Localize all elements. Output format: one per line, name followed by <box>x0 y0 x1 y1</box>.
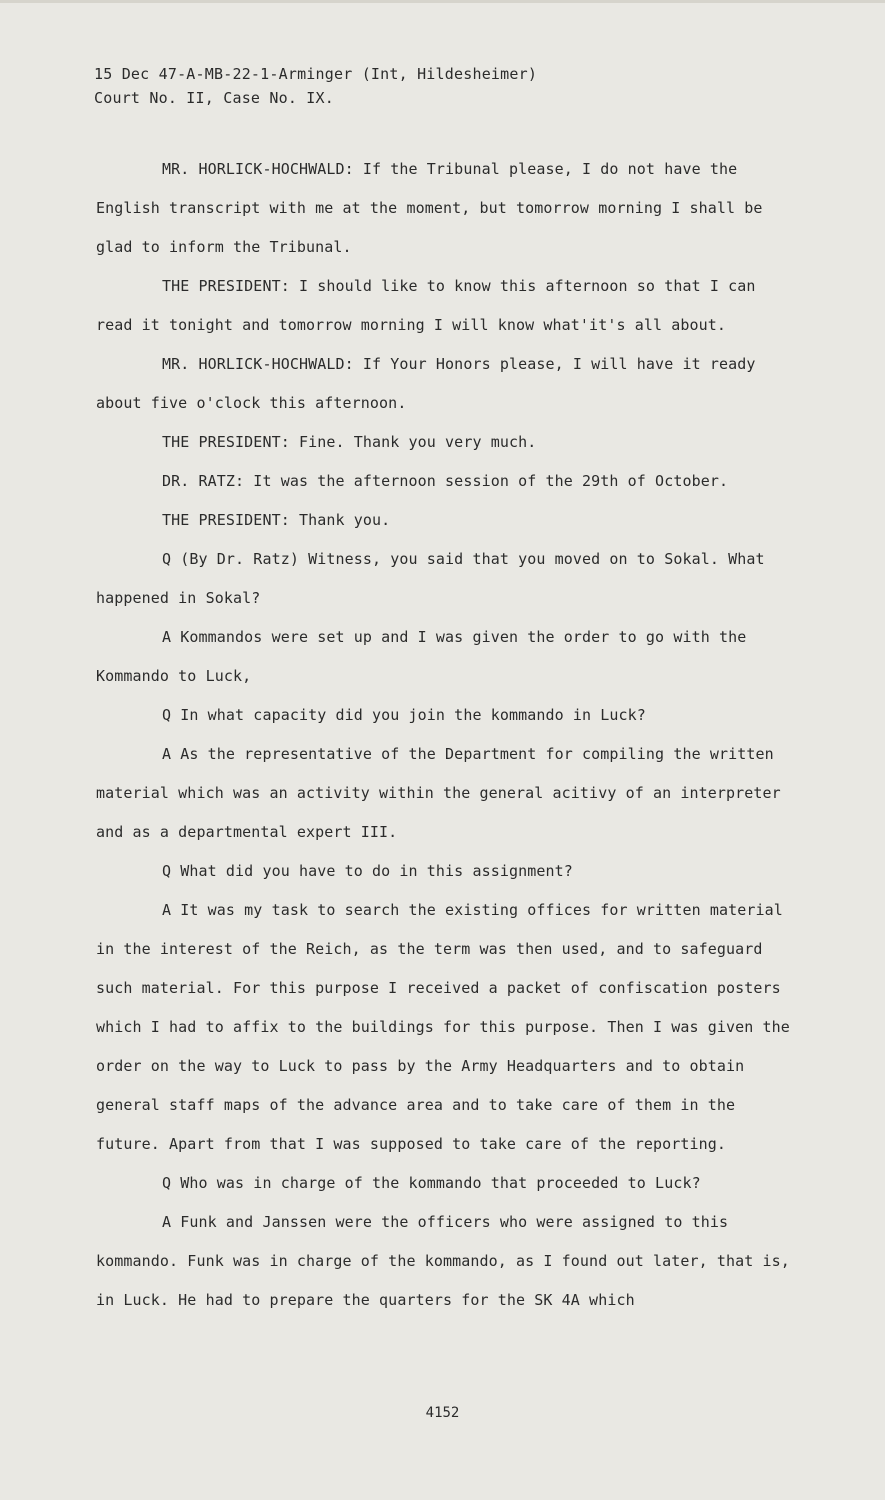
page-edge <box>0 0 885 3</box>
document-header <box>94 62 537 110</box>
page-number: 4152 <box>425 1405 460 1421</box>
paragraph: THE PRESIDENT: Thank you. <box>162 511 391 529</box>
paragraph: THE PRESIDENT: I should like to know this afternoon so that I can read it tonight and tomorrow morning I will know what'it's all about. <box>96 277 756 334</box>
header-line-2: Court No. II, Case No. IX. <box>94 89 334 107</box>
paragraph: A As the representative of the Department for compiling the written material which was an activity within the general acitivy of an interpreter and as a departmental expert III. <box>96 745 781 841</box>
paragraph: MR. HORLICK-HOCHWALD: If the Tribunal please, I do not have the English transcript with me at the moment, but tomorrow morning I shall be glad to inform the Tribunal. <box>96 160 763 256</box>
paragraph: Q What did you have to do in this assignment? <box>162 862 573 880</box>
paragraph: THE PRESIDENT: Fine. Thank you very much. <box>162 433 537 451</box>
paragraph: MR. HORLICK-HOCHWALD: If Your Honors please, I will have it ready about five o'clock this afternoon. <box>96 355 756 412</box>
paragraph: A Kommandos were set up and I was given the order to go with the Kommando to Luck, <box>96 628 747 685</box>
paragraph: A Funk and Janssen were the officers who were assigned to this kommando. Funk was in charge of the kommando, as I found out later, that is, in Luck. He had to prepare the quarters for the SK 4A which <box>96 1213 790 1309</box>
paragraph: Q Who was in charge of the kommando that proceeded to Luck? <box>162 1174 701 1192</box>
paragraph: Q In what capacity did you join the kommando in Luck? <box>162 706 646 724</box>
transcript-body <box>96 150 796 1320</box>
paragraph: A It was my task to search the existing offices for written material in the interest of the Reich, as the term was then used, and to safeguard such material. For this purpose I received a packet of confiscation posters which I had to affix to the buildings for this purpose. Then I was given the order on the way to Luck to pass by the Army Headquarters and to obtain general staff maps of the advance area and to take care of them in the future. Apart from that I was supposed to take care of the reporting. <box>96 901 790 1153</box>
paragraph: Q (By Dr. Ratz) Witness, you said that you moved on to Sokal. What happened in Sokal? <box>96 550 765 607</box>
paragraph: DR. RATZ: It was the afternoon session of the 29th of October. <box>162 472 729 490</box>
header-line-1: 15 Dec 47-A-MB-22-1-Arminger (Int, Hildesheimer) <box>94 65 538 83</box>
